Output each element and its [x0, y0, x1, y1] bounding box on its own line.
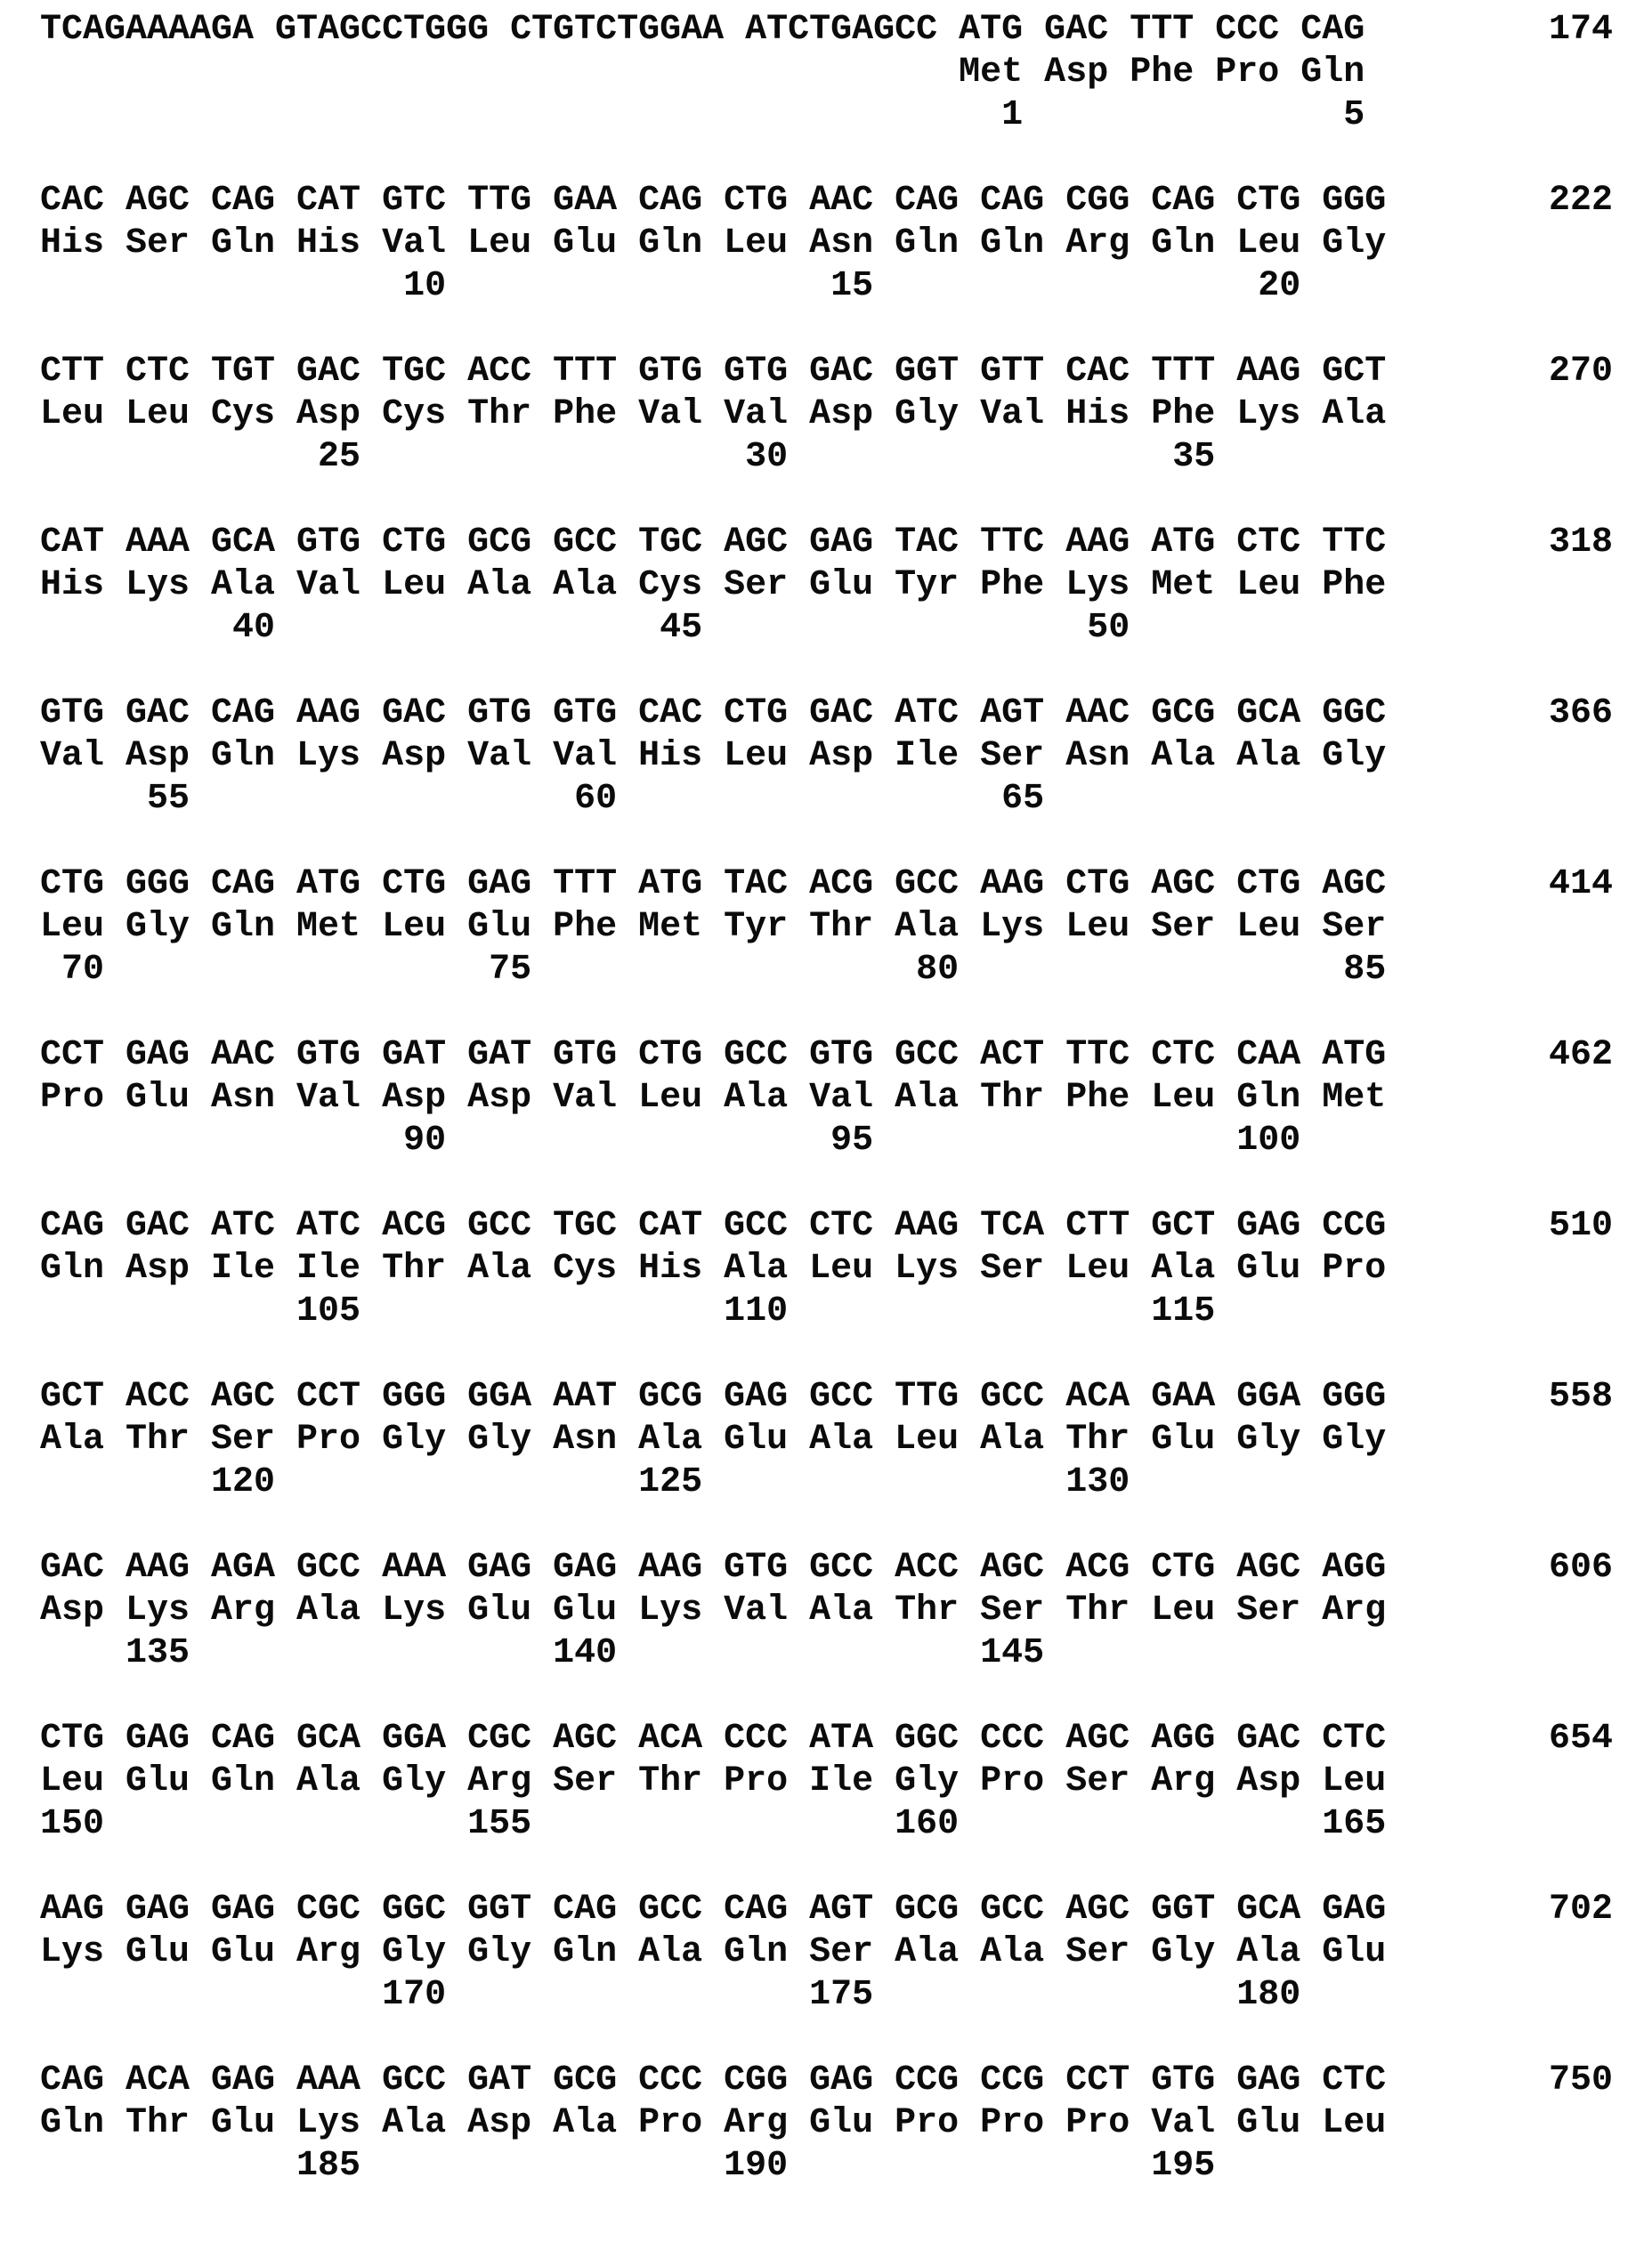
- amino-acid-line: Lys Glu Glu Arg Gly Gly Gln Ala Gln Ser Ala Ala Ser Gly Ala Glu: [40, 1932, 1387, 1972]
- residue-number-line: 55 60 65: [40, 779, 1045, 819]
- residue-number-line: 150 155 160 165: [40, 1804, 1387, 1844]
- nucleotide-line: CCT GAG AAC GTG GAT GAT GTG CTG GCC GTG GCC ACT TTC CTC CAA ATG: [40, 1035, 1387, 1075]
- nucleotide-line: GAC AAG AGA GCC AAA GAG GAG AAG GTG GCC ACC AGC ACG CTG AGC AGG: [40, 1548, 1387, 1588]
- sequence-block: [40, 2060, 1652, 2188]
- sequence-block: [40, 1718, 1652, 1846]
- residue-number-line: 135 140 145: [40, 1633, 1045, 1673]
- sequence-block: [40, 522, 1652, 650]
- nucleotide-count: 510: [1549, 1206, 1614, 1246]
- amino-acid-line: Ala Thr Ser Pro Gly Gly Asn Ala Glu Ala Leu Ala Thr Glu Gly Gly: [40, 1420, 1387, 1460]
- nucleotide-count: 174: [1549, 10, 1614, 50]
- residue-number-line: 185 190 195: [40, 2146, 1216, 2186]
- nucleotide-line: CAT AAA GCA GTG CTG GCG GCC TGC AGC GAG TAC TTC AAG ATG CTC TTC: [40, 522, 1387, 562]
- nucleotide-line: CTT CTC TGT GAC TGC ACC TTT GTG GTG GAC GGT GTT CAC TTT AAG GCT: [40, 352, 1387, 392]
- nucleotide-count: 270: [1549, 352, 1614, 392]
- amino-acid-line: Met Asp Phe Pro Gln: [40, 53, 1365, 93]
- sequence-block: [40, 1547, 1652, 1675]
- amino-acid-line: Pro Glu Asn Val Asp Asp Val Leu Ala Val Ala Thr Phe Leu Gln Met: [40, 1078, 1387, 1118]
- nucleotide-line: CAC AGC CAG CAT GTC TTG GAA CAG CTG AAC CAG CAG CGG CAG CTG GGG: [40, 181, 1387, 221]
- sequence-block: [40, 180, 1652, 308]
- amino-acid-line: Leu Gly Gln Met Leu Glu Phe Met Tyr Thr Ala Lys Leu Ser Leu Ser: [40, 907, 1387, 947]
- nucleotide-line: GCT ACC AGC CCT GGG GGA AAT GCG GAG GCC TTG GCC ACA GAA GGA GGG: [40, 1377, 1387, 1417]
- residue-number-line: 90 95 100: [40, 1121, 1301, 1161]
- amino-acid-line: Gln Thr Glu Lys Ala Asp Ala Pro Arg Glu Pro Pro Pro Val Glu Leu: [40, 2103, 1387, 2143]
- amino-acid-line: Leu Leu Cys Asp Cys Thr Phe Val Val Asp Gly Val His Phe Lys Ala: [40, 394, 1387, 434]
- sequence-block: [40, 1034, 1652, 1162]
- sequence-block: [40, 1205, 1652, 1333]
- nucleotide-line: CAG GAC ATC ATC ACG GCC TGC CAT GCC CTC AAG TCA CTT GCT GAG CCG: [40, 1206, 1387, 1246]
- nucleotide-count: 654: [1549, 1719, 1614, 1759]
- nucleotide-count: 414: [1549, 864, 1614, 904]
- residue-number-line: 120 125 130: [40, 1462, 1130, 1502]
- nucleotide-line: GTG GAC CAG AAG GAC GTG GTG CAC CTG GAC ATC AGT AAC GCG GCA GGC: [40, 693, 1387, 733]
- residue-number-line: 105 110 115: [40, 1291, 1216, 1331]
- nucleotide-count: 750: [1549, 2060, 1614, 2100]
- nucleotide-count: 702: [1549, 1890, 1614, 1930]
- amino-acid-line: His Ser Gln His Val Leu Glu Gln Leu Asn Gln Gln Arg Gln Leu Gly: [40, 223, 1387, 263]
- nucleotide-line: AAG GAG GAG CGC GGC GGT CAG GCC CAG AGT GCG GCC AGC GGT GCA GAG: [40, 1890, 1387, 1930]
- residue-number-line: 10 15 20: [40, 266, 1301, 306]
- nucleotide-line: CAG ACA GAG AAA GCC GAT GCG CCC CGG GAG CCG CCG CCT GTG GAG CTC: [40, 2060, 1387, 2100]
- nucleotide-count: 318: [1549, 522, 1614, 562]
- sequence-block: [40, 9, 1652, 137]
- nucleotide-count: 606: [1549, 1548, 1614, 1588]
- nucleotide-line: CTG GAG CAG GCA GGA CGC AGC ACA CCC ATA GGC CCC AGC AGG GAC CTC: [40, 1719, 1387, 1759]
- nucleotide-count: 222: [1549, 181, 1614, 221]
- amino-acid-line: Asp Lys Arg Ala Lys Glu Glu Lys Val Ala Thr Ser Thr Leu Ser Arg: [40, 1590, 1387, 1631]
- amino-acid-line: His Lys Ala Val Leu Ala Ala Cys Ser Glu Tyr Phe Lys Met Leu Phe: [40, 565, 1387, 605]
- residue-number-line: 170 175 180: [40, 1975, 1301, 2015]
- sequence-block: [40, 692, 1652, 821]
- sequence-block: [40, 351, 1652, 479]
- nucleotide-count: 462: [1549, 1035, 1614, 1075]
- nucleotide-count: 558: [1549, 1377, 1614, 1417]
- sequence-block: [40, 1889, 1652, 2017]
- nucleotide-line: CTG GGG CAG ATG CTG GAG TTT ATG TAC ACG GCC AAG CTG AGC CTG AGC: [40, 864, 1387, 904]
- sequence-block: [40, 1376, 1652, 1504]
- amino-acid-line: Leu Glu Gln Ala Gly Arg Ser Thr Pro Ile Gly Pro Ser Arg Asp Leu: [40, 1761, 1387, 1801]
- sequence-listing: [40, 9, 1652, 2188]
- residue-number-line: 40 45 50: [40, 608, 1130, 648]
- nucleotide-count: 366: [1549, 693, 1614, 733]
- amino-acid-line: Gln Asp Ile Ile Thr Ala Cys His Ala Leu Lys Ser Leu Ala Glu Pro: [40, 1249, 1387, 1289]
- amino-acid-line: Val Asp Gln Lys Asp Val Val His Leu Asp Ile Ser Asn Ala Ala Gly: [40, 736, 1387, 776]
- nucleotide-line: TCAGAAAAGA GTAGCCTGGG CTGTCTGGAA ATCTGAGCC ATG GAC TTT CCC CAG: [40, 10, 1365, 50]
- residue-number-line: 25 30 35: [40, 437, 1216, 477]
- residue-number-line: 70 75 80 85: [40, 950, 1387, 990]
- sequence-block: [40, 863, 1652, 991]
- residue-number-line: 1 5: [40, 95, 1365, 135]
